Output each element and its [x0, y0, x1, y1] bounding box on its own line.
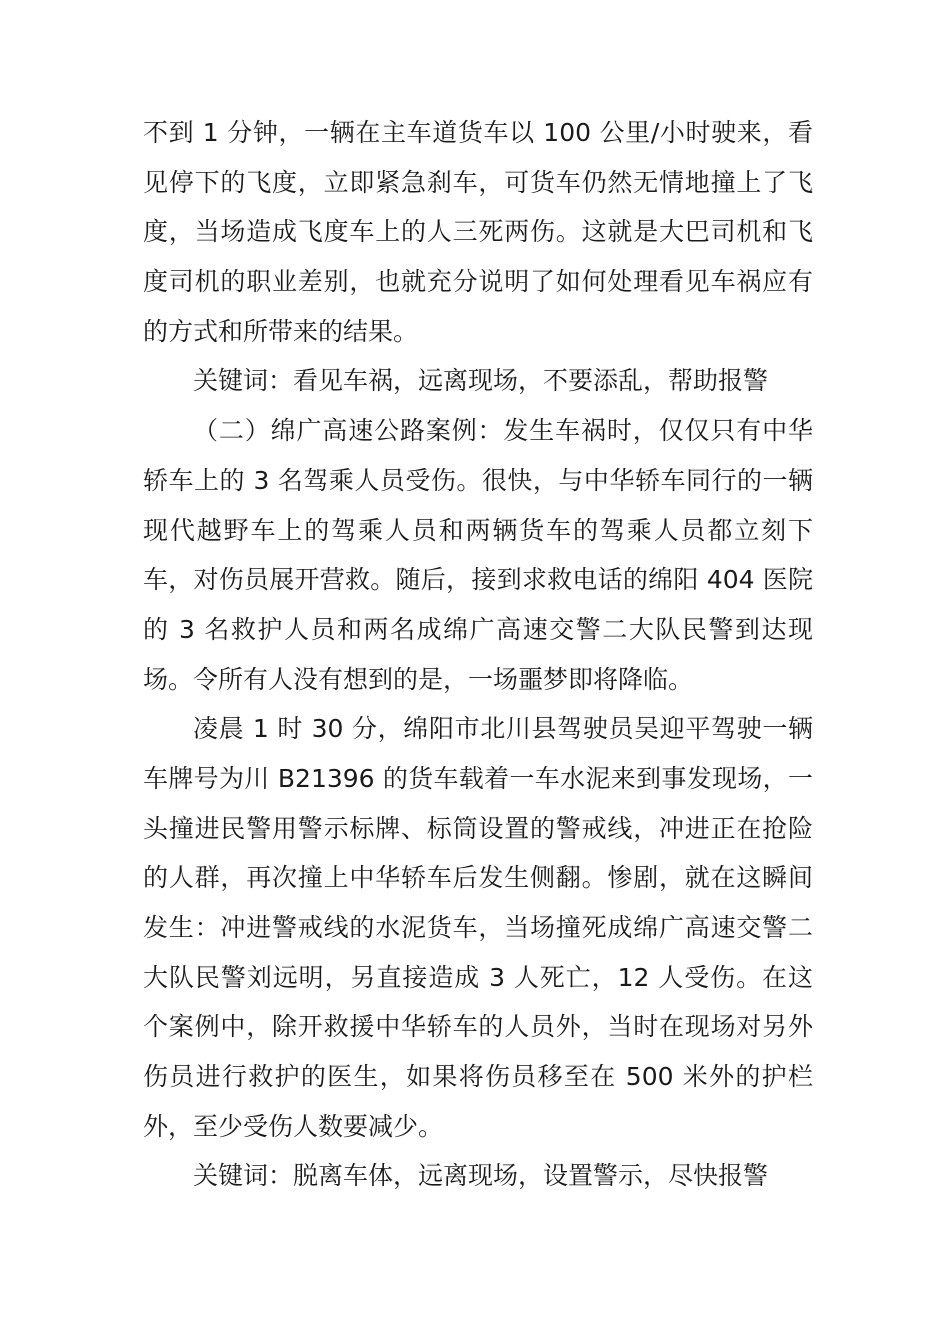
text-line: 见停下的飞度，立即紧急刹车，可货车仍然无情地撞上了飞 — [143, 167, 813, 197]
text-line: 轿车上的 3 名驾乘人员受伤。很快，与中华轿车同行的一辆 — [143, 465, 813, 495]
section-heading-line: （二）绵广高速公路案例：发生车祸时，仅仅只有中华 — [193, 416, 813, 446]
text-line: 头撞进民警用警示标牌、标筒设置的警戒线，冲进正在抢险 — [143, 813, 813, 843]
body-text — [143, 108, 813, 1201]
text-line: 车，对伤员展开营救。随后，接到求救电话的绵阳 404 医院 — [143, 565, 813, 595]
text-line: 发生：冲进警戒线的水泥货车，当场撞死成绵广高速交警二 — [143, 913, 813, 942]
keywords-line: 关键词：看见车祸，远离现场，不要添乱，帮助报警 — [193, 366, 769, 396]
text-line: 的人群，再次撞上中华轿车后发生侧翻。惨剧，就在这瞬间 — [143, 863, 813, 893]
text-line: 度司机的职业差别，也就充分说明了如何处理看见车祸应有 — [143, 267, 813, 297]
text-line: 外，至少受伤人数要减少。 — [143, 1111, 444, 1141]
text-line: 的 3 名救护人员和两名成绵广高速交警二大队民警到达现 — [143, 614, 813, 644]
text-line: 度，当场造成飞度车上的人三死两伤。这就是大巴司机和飞 — [143, 217, 813, 247]
text-line: 不到 1 分钟，一辆在主车道货车以 100 公里/小时驶来，看 — [143, 118, 813, 147]
text-line: 个案例中，除开救援中华轿车的人员外，当时在现场对另外 — [143, 1012, 813, 1042]
text-line: 的方式和所带来的结果。 — [143, 316, 419, 346]
text-line: 现代越野车上的驾乘人员和两辆货车的驾乘人员都立刻下 — [143, 515, 813, 545]
text-line: 大队民警刘远明，另直接造成 3 人死亡，12 人受伤。在这 — [143, 962, 813, 992]
keywords-line: 关键词：脱离车体，远离现场，设置警示，尽快报警 — [193, 1161, 769, 1191]
text-line: 场。令所有人没有想到的是，一场噩梦即将降临。 — [143, 664, 694, 694]
text-line: 车牌号为川 B21396 的货车载着一车水泥来到事发现场，一 — [143, 763, 813, 793]
text-line: 凌晨 1 时 30 分，绵阳市北川县驾驶员吴迎平驾驶一辆 — [193, 714, 813, 744]
text-line: 伤员进行救护的医生，如果将伤员移至在 500 米外的护栏 — [143, 1062, 813, 1092]
